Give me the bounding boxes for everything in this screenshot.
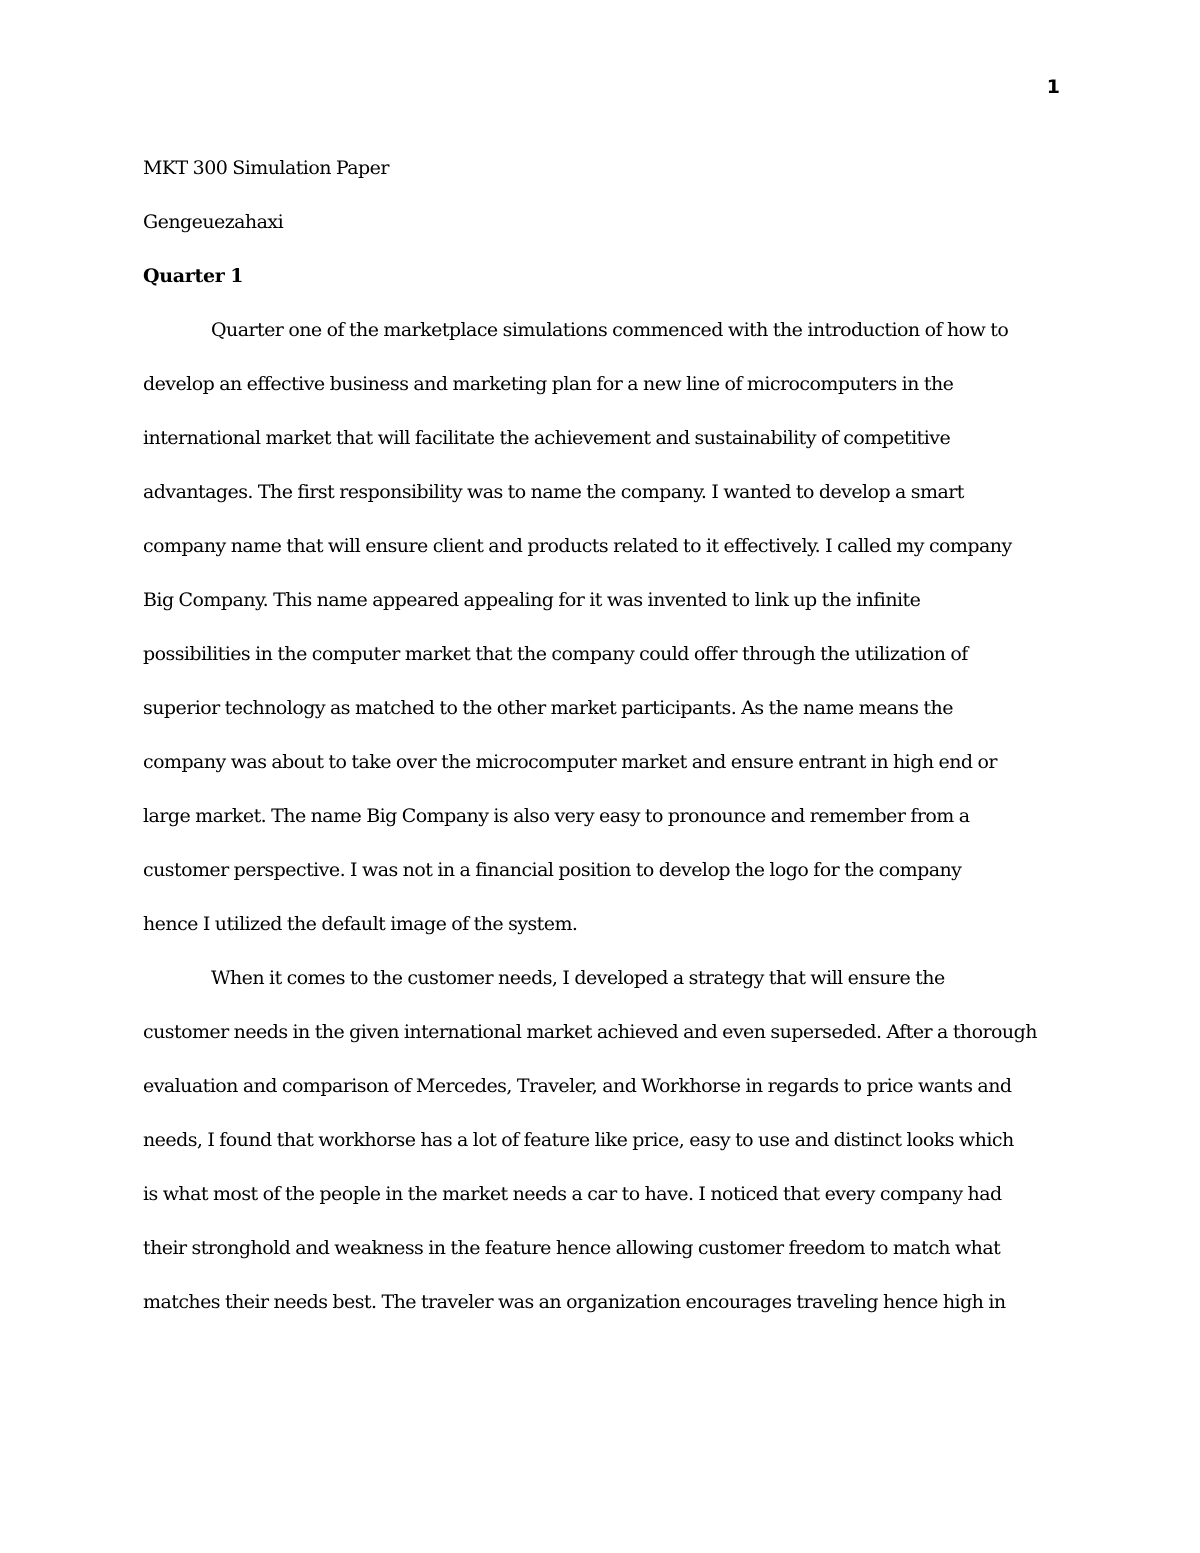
paragraph-2 <box>143 951 1073 1329</box>
paragraph-line: international market that will facilitate the achievement and sustainability of competitive <box>143 427 951 449</box>
paragraph-line: evaluation and comparison of Mercedes, Traveler, and Workhorse in regards to price wants and <box>143 1075 1012 1097</box>
paragraph-line: their stronghold and weakness in the feature hence allowing customer freedom to match what <box>143 1237 1001 1259</box>
paragraph-line: needs, I found that workhorse has a lot of feature like price, easy to use and distinct looks which <box>143 1129 1014 1151</box>
paragraph-line: company name that will ensure client and products related to it effectively. I called my company <box>143 535 1012 557</box>
paragraph-line: hence I utilized the default image of the system. <box>143 913 578 935</box>
paragraph-1 <box>143 303 1073 951</box>
author-name: Gengeuezahaxi <box>143 211 284 233</box>
paragraph-line: customer needs in the given international market achieved and even superseded. After a thorough <box>143 1021 1037 1043</box>
page-number: 1 <box>1046 76 1060 98</box>
section-heading: Quarter 1 <box>143 265 244 287</box>
paragraph-line: matches their needs best. The traveler was an organization encourages traveling hence high in <box>143 1291 1006 1313</box>
paragraph-line: Big Company. This name appeared appealing for it was invented to link up the infinite <box>143 589 921 611</box>
paragraph-line: When it comes to the customer needs, I developed a strategy that will ensure the <box>211 967 945 989</box>
document-body <box>143 141 1073 1329</box>
paragraph-line: Quarter one of the marketplace simulations commenced with the introduction of how to <box>211 319 1009 341</box>
paragraph-line: develop an effective business and marketing plan for a new line of microcomputers in the <box>143 373 954 395</box>
paragraph-line: large market. The name Big Company is also very easy to pronounce and remember from a <box>143 805 970 827</box>
paragraph-line: superior technology as matched to the other market participants. As the name means the <box>143 697 953 719</box>
paragraph-line: company was about to take over the microcomputer market and ensure entrant in high end or <box>143 751 997 773</box>
document-title: MKT 300 Simulation Paper <box>143 157 389 179</box>
paragraph-line: is what most of the people in the market needs a car to have. I noticed that every company had <box>143 1183 1002 1205</box>
paragraph-line: advantages. The first responsibility was to name the company. I wanted to develop a smart <box>143 481 964 503</box>
paragraph-line: possibilities in the computer market that the company could offer through the utilization of <box>143 643 968 665</box>
paragraph-line: customer perspective. I was not in a financial position to develop the logo for the company <box>143 859 962 881</box>
